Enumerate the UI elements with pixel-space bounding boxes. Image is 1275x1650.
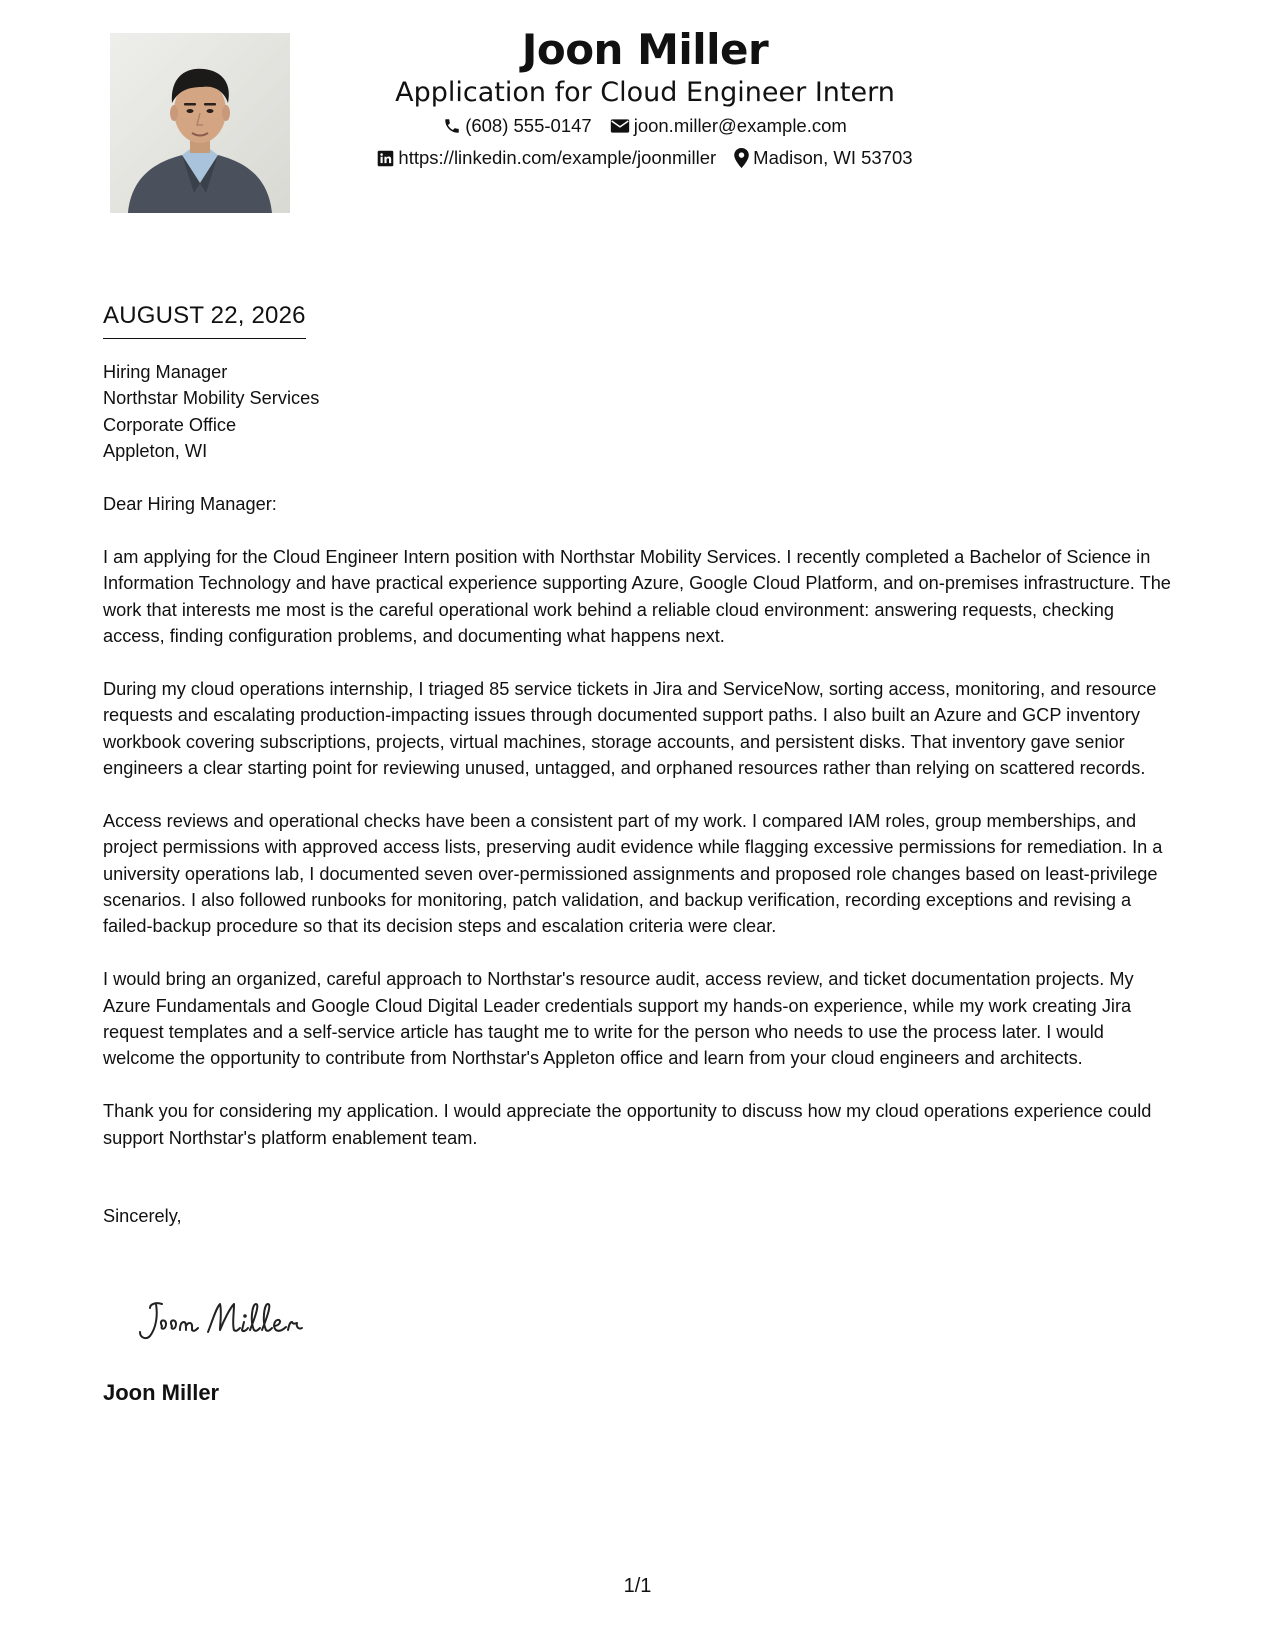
recipient-line: Northstar Mobility Services: [103, 388, 320, 409]
body-paragraph: I would bring an organized, careful approach to Northstar's resource audit, access review, and ticket documentation projects. My Azure Fundamentals and Google Cloud Digital Leader credentials support my hands-on experience, while my work creating Jira request templates and a self-service article has taught me to write for the person who needs to use the process later. I would welcome the opportunity to contribute from Northstar's Appleton office and learn from your cloud engineers and architects.: [103, 969, 1134, 1069]
linkedin-icon: [377, 150, 394, 167]
phone-number: (608) 555-0147: [465, 115, 592, 136]
signer-name: Joon Miller: [103, 1380, 220, 1405]
map-marker-icon: [734, 148, 749, 168]
contact-location: [734, 142, 912, 174]
phone-icon: [443, 117, 461, 135]
body-paragraph: I am applying for the Cloud Engineer Intern position with Northstar Mobility Services. I recently completed a Bachelor of Science in Information Technology and have practical experience supporting Azure, Google Cloud Platform, and on-premises infrastructure. The work that interests me most is the careful operational work behind a reliable cloud environment: answering requests, checking access, finding configuration problems, and documenting what happens next.: [103, 546, 1171, 647]
contact-line-2: [300, 142, 990, 174]
profile-photo: [110, 33, 290, 213]
recipient-block: [103, 359, 1178, 465]
recipient-line: Appleton, WI: [103, 441, 208, 462]
handwritten-signature: [136, 1294, 326, 1351]
contact-line-1: [300, 110, 990, 142]
letter-date: AUGUST 22, 2026: [103, 300, 306, 339]
linkedin-url[interactable]: https://linkedin.com/example/joonmiller: [398, 147, 717, 168]
body-paragraph: Access reviews and operational checks have been a consistent part of my work. I compared IAM roles, group memberships, and project permissions with approved access lists, preserving audit evidence while flagging excessive permissions for remediation. In a university operations lab, I documented seven over-permissioned assignments and proposed role changes based on least-privilege scenarios. I also followed runbooks for monitoring, patch validation, and backup verification, recording exceptions and revising a failed-backup procedure so that its decision steps and escalation criteria were clear.: [103, 810, 1163, 937]
body-paragraph: During my cloud operations internship, I triaged 85 service tickets in Jira and ServiceNow, sorting access, monitoring, and resource requests and escalating production-impacting issues through documented support paths. I also built an Azure and GCP inventory workbook covering subscriptions, projects, virtual machines, storage accounts, and persistent disks. That inventory gave senior engineers a clear starting point for reviewing unused, untagged, and orphaned resources rather than relying on scattered records.: [103, 678, 1157, 779]
location-text: Madison, WI 53703: [753, 147, 913, 168]
letter-body: [103, 359, 1178, 1230]
salutation: Dear Hiring Manager:: [103, 494, 277, 515]
contact-email[interactable]: [610, 110, 847, 142]
applicant-name: Joon Miller: [521, 25, 769, 74]
portrait-image: [110, 33, 290, 213]
page-number: 1/1: [623, 1575, 652, 1597]
recipient-line: Hiring Manager: [103, 362, 228, 382]
email-address[interactable]: joon.miller@example.com: [633, 115, 847, 136]
envelope-icon: [610, 118, 630, 134]
letter-header: [300, 22, 990, 174]
application-title: Application for Cloud Engineer Intern: [395, 77, 895, 108]
contact-linkedin[interactable]: [377, 142, 716, 174]
recipient-line: Corporate Office: [103, 414, 237, 435]
body-paragraph: Thank you for considering my application. I would appreciate the opportunity to discuss how my cloud operations experience could support Northstar's platform enablement team.: [103, 1101, 1152, 1148]
contact-phone: [443, 110, 592, 142]
closing: Sincerely,: [103, 1206, 182, 1227]
